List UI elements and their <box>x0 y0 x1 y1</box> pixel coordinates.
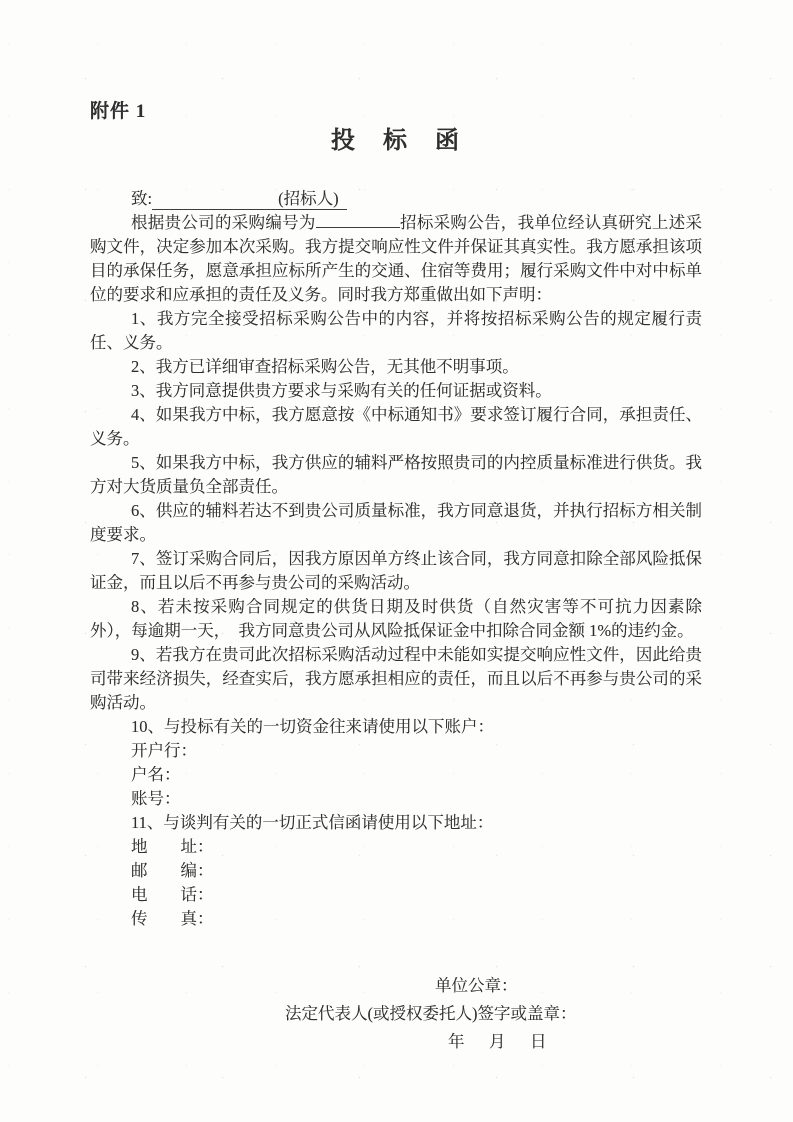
bank-field-account-number: 账号： <box>131 789 181 808</box>
date-line: 年 月 日 <box>448 1032 551 1051</box>
declaration-item-8: 8、若未按采购合同规定的供货日期及时供货（自然灾害等不可抗力因素除外），每逾期一天， 我方同意贵公司从风险抵保证金中扣除合同金额 1%的违约金。 <box>90 597 702 640</box>
attachment-label: 附件 1 <box>90 101 147 122</box>
correspondence-heading: 11、与谈判有关的一切正式信函请使用以下地址： <box>131 813 494 832</box>
document-title: 投 标 函 <box>331 128 461 154</box>
bank-field-opening-bank: 开户行： <box>131 741 197 760</box>
bank-field-account-name: 户名： <box>131 765 181 784</box>
address-field-postcode: 邮 编： <box>131 861 214 880</box>
declaration-item-2: 2、我方已详细审查招标采购公告，无其他不明事项。 <box>131 357 519 376</box>
intro-text-after: 招标采购公告，我单位经认真研究上述采购文件，决定参加本次采购。我方提交响应性文件并保证其真实性。我方愿承担该项目的承保任务，愿意承担应标所产生的交通、住宿等费用；履行采购文件中对中标单位的要求和应承担的责任及义务。同时我方郑重做出如下声明： <box>90 213 703 304</box>
salutation-label: 致: <box>131 189 153 208</box>
address-field-phone: 电 话： <box>131 885 214 904</box>
declaration-item-7: 7、签订采购合同后，因我方原因单方终止该合同，我方同意扣除全部风险抵保证金，而且以后不再参与贵公司的采购活动。 <box>90 549 702 592</box>
address-field-address: 地 址： <box>131 837 214 856</box>
declaration-item-4: 4、如果我方中标，我方愿意按《中标通知书》要求签订履行合同，承担责任、义务。 <box>90 405 702 448</box>
intro-paragraph <box>90 211 702 307</box>
recipient-label: (招标人) <box>278 189 339 208</box>
bank-account-heading: 10、与投标有关的一切资金往来请使用以下账户： <box>131 717 494 736</box>
salutation-line <box>90 187 702 211</box>
declaration-item-1: 1、我方完全接受招标采购公告中的内容，并将按招标采购公告的规定履行责任、义务。 <box>90 309 702 352</box>
declaration-item-5: 5、如果我方中标，我方供应的辅料严格按照贵司的内控质量标准进行供货。我方对大货质量负全部责任。 <box>90 453 702 496</box>
recipient-blank-line <box>152 188 347 210</box>
company-seal-line: 单位公章： <box>435 976 518 995</box>
intro-text-before: 根据贵公司的采购编号为 <box>131 213 316 232</box>
legal-representative-signature-line: 法定代表人(或授权委托人)签字或盖章： <box>285 1004 577 1023</box>
procurement-number-blank <box>316 213 400 228</box>
signature-block <box>90 972 702 1056</box>
declaration-item-9: 9、若我方在贵司此次招标采购活动过程中未能如实提交响应性文件，因此给贵司带来经济损失，经查实后，我方愿承担相应的责任，而且以后不再参与贵公司的采购活动。 <box>90 645 702 712</box>
address-field-fax: 传 真： <box>131 909 214 928</box>
declaration-item-3: 3、我方同意提供贵方要求与采购有关的任何证据或资料。 <box>131 381 552 400</box>
declaration-item-6: 6、供应的辅料若达不到贵公司质量标准，我方同意退货，并执行招标方相关制度要求。 <box>90 501 702 544</box>
